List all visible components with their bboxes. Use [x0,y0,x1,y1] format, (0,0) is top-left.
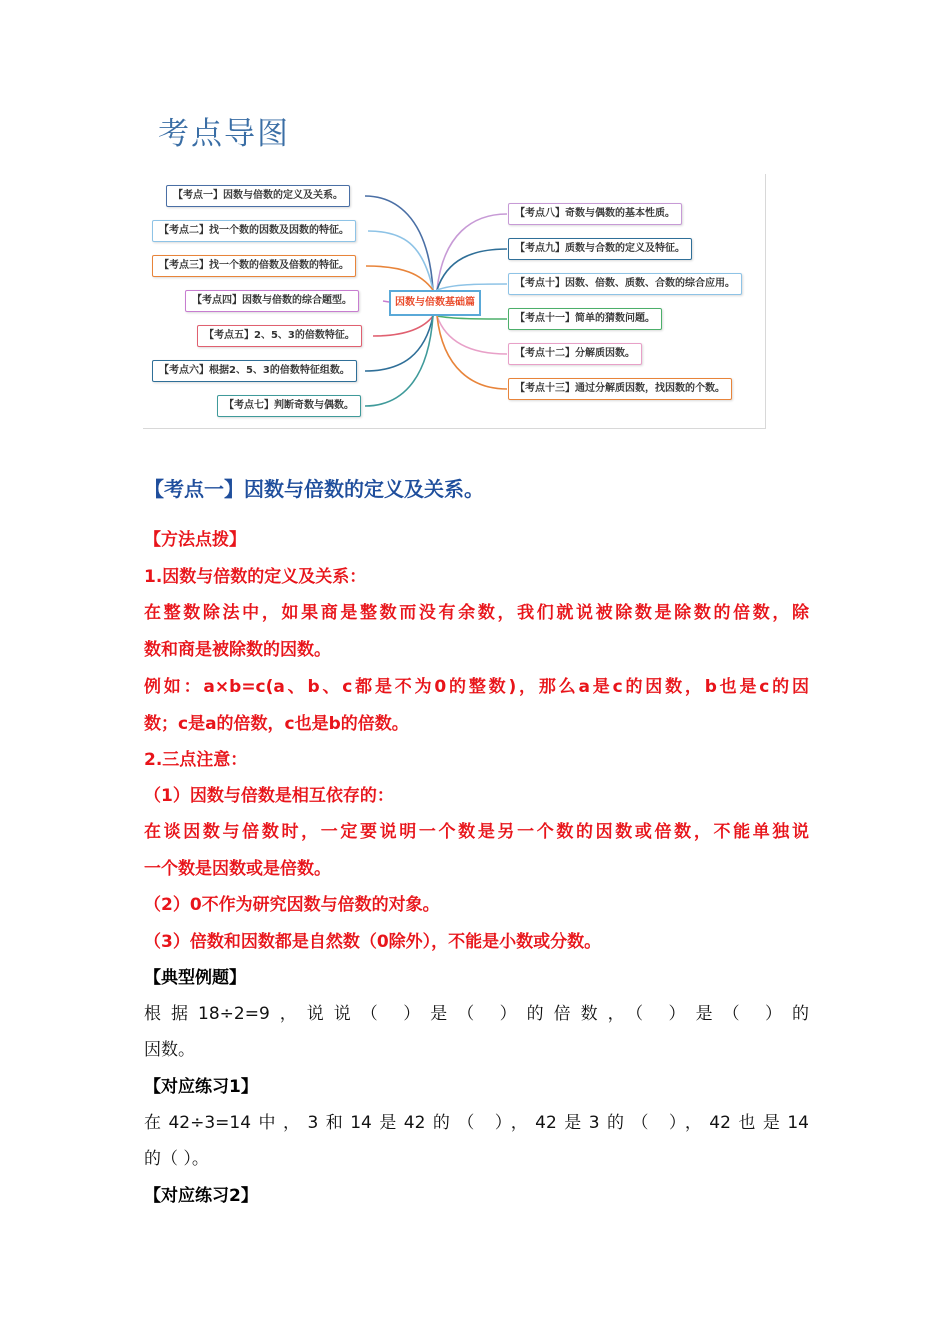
mindmap-node-4: 【考点四】因数与倍数的综合题型。 [185,290,359,312]
connector-12 [437,316,507,354]
note-1-line-1: 在谈因数与倍数时，一定要说明一个数是另一个数的因数或倍数，不能单独说 [144,822,809,842]
example-line-2: 因数。 [144,1040,195,1060]
point-1-line-2: 数和商是被除数的因数。 [144,640,331,660]
practice-1-line-2: 的（ ）。 [144,1149,209,1169]
practice-1-title: 【对应练习1】 [144,1077,258,1097]
mindmap-node-12: 【考点十二】分解质因数。 [508,343,642,365]
practice-1-line-1: 在42÷3=14中，3和14是42的（ ），42是3的（ ），42也是14 [144,1113,809,1133]
connector-3 [366,266,433,290]
mindmap-node-5: 【考点五】2、5、3的倍数特征。 [197,325,362,347]
point-1-line-3: 例如：a×b=c(a、b、c都是不为0的整数)，那么a是c的因数，b也是c的因 [144,677,809,697]
mindmap-node-1: 【考点一】因数与倍数的定义及关系。 [166,185,350,207]
note-1-line-2: 一个数是因数或是倍数。 [144,859,331,879]
connector-8 [437,214,507,290]
mindmap-node-9: 【考点九】质数与合数的定义及特征。 [508,238,692,260]
mindmap-node-13: 【考点十三】通过分解质因数，找因数的个数。 [508,378,732,400]
mind-map [143,174,766,429]
section-heading: 【考点一】因数与倍数的定义及关系。 [144,477,484,501]
example-title: 【典型例题】 [144,968,246,988]
practice-2-title: 【对应练习2】 [144,1186,258,1206]
connector-11 [437,316,507,319]
mindmap-node-6: 【考点六】根据2、5、3的倍数特征组数。 [152,360,357,382]
connector-7 [365,316,433,406]
mindmap-node-8: 【考点八】奇数与偶数的基本性质。 [508,203,682,225]
point-1-line-4: 数；c是a的倍数，c也是b的倍数。 [144,714,409,734]
point-1-line-1: 在整数除法中，如果商是整数而没有余数，我们就说被除数是除数的倍数，除 [144,603,809,623]
connector-1 [365,196,433,290]
page-title: 考点导图 [158,116,290,152]
point-1-title: 1.因数与倍数的定义及关系： [144,567,367,587]
mindmap-center-node: 因数与倍数基础篇 [389,290,481,316]
note-1-title: （1）因数与倍数是相互依存的： [144,786,394,806]
connector-13 [437,316,507,389]
method-title: 【方法点拨】 [144,530,246,550]
example-line-1: 根据18÷2=9，说说（ ）是（ ）的倍数，（ ）是（ ）的 [144,1004,809,1024]
mindmap-node-2: 【考点二】找一个数的因数及因数的特征。 [152,220,356,242]
note-2: （2）0不作为研究因数与倍数的对象。 [144,895,440,915]
mindmap-node-11: 【考点十一】简单的猜数问题。 [508,308,662,330]
mindmap-node-10: 【考点十】因数、倍数、质数、合数的综合应用。 [508,273,742,295]
connector-5 [373,316,433,336]
note-3: （3）倍数和因数都是自然数（0除外），不能是小数或分数。 [144,932,602,952]
point-2-title: 2.三点注意： [144,750,248,770]
mindmap-node-3: 【考点三】找一个数的倍数及倍数的特征。 [152,255,356,277]
mindmap-node-7: 【考点七】判断奇数与偶数。 [217,395,361,417]
